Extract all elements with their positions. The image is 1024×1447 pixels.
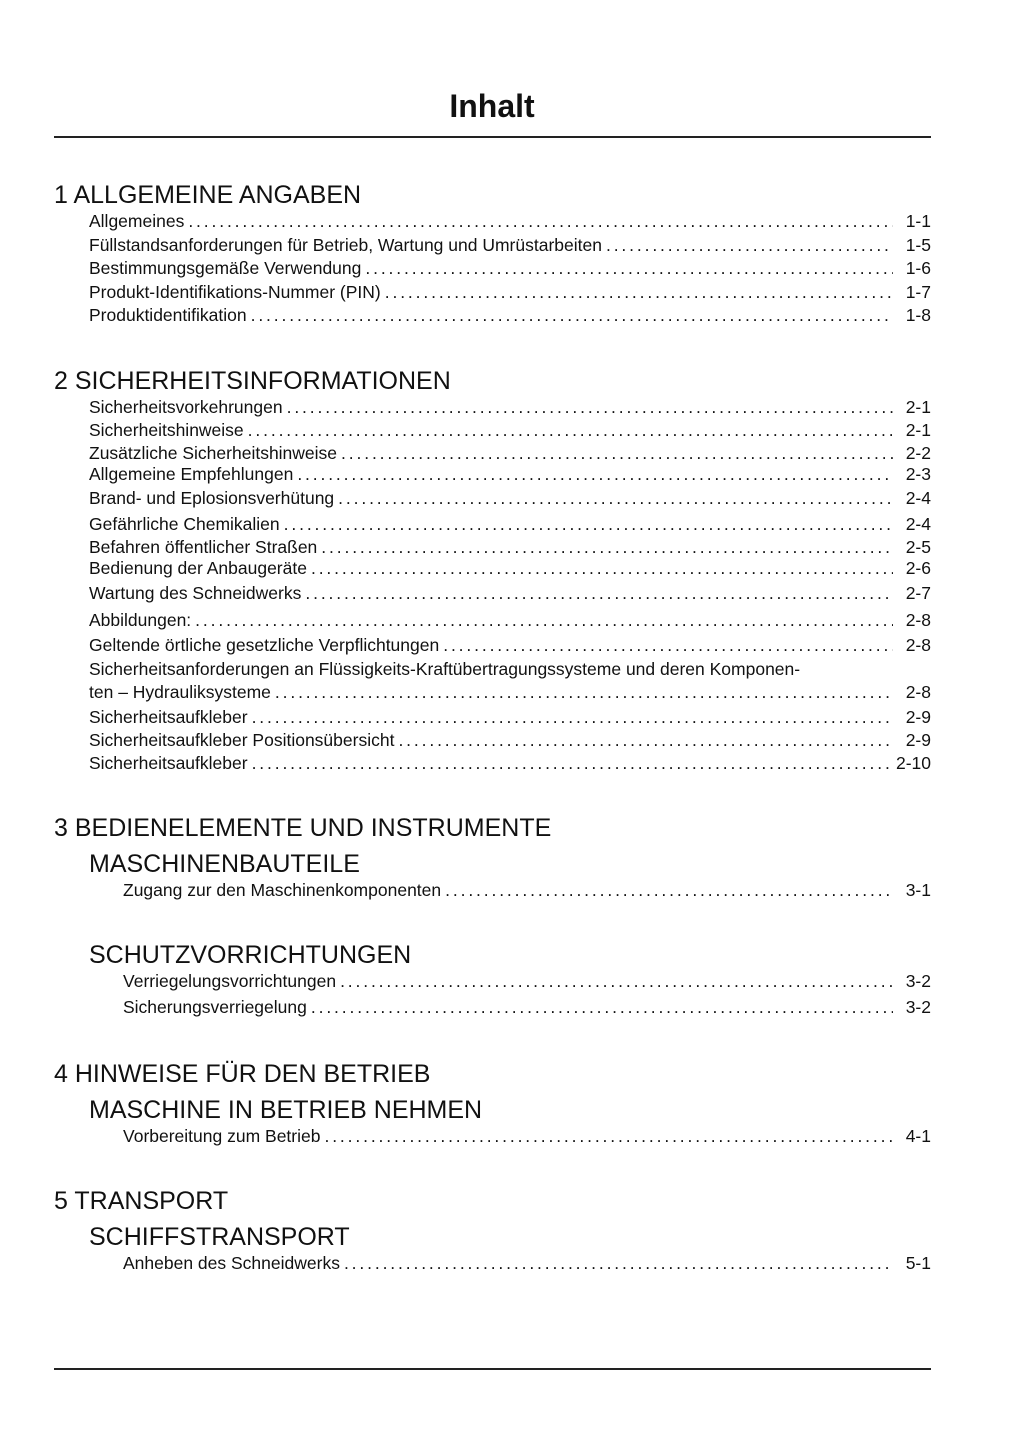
bottom-divider	[54, 1368, 931, 1370]
page-title: Inhalt	[449, 88, 535, 124]
toc-entry[interactable]	[89, 730, 931, 751]
dot-leader	[340, 970, 893, 994]
dot-leader	[287, 396, 893, 420]
toc-entry[interactable]	[89, 512, 931, 537]
toc-entry-page: 1-8	[905, 305, 931, 325]
section-heading[interactable]: SCHUTZVORRICHTUNGEN	[89, 941, 412, 969]
dot-leader	[443, 633, 893, 658]
toc-entry-page: 2-8	[905, 682, 931, 702]
dot-leader	[338, 485, 893, 512]
toc-entry-title: Geltende örtliche gesetzliche Verpflichtungen	[89, 634, 440, 655]
toc-entry[interactable]	[89, 281, 931, 305]
toc-entry-title-cont: ten – Hydrauliksysteme	[89, 682, 271, 702]
toc-entry-title: Gefährliche Chemikalien	[89, 513, 280, 534]
chapter-4	[54, 1059, 931, 1149]
chapter-heading[interactable]: 3 BEDIENELEMENTE UND INSTRUMENTE	[54, 813, 552, 842]
dot-leader	[606, 234, 893, 258]
toc-entry-page: 2-9	[905, 729, 931, 750]
toc-entry[interactable]	[89, 751, 931, 775]
toc-entry[interactable]	[89, 579, 931, 607]
toc-entry[interactable]	[89, 537, 931, 558]
section-heading[interactable]: MASCHINENBAUTEILE	[89, 849, 360, 878]
toc-entry[interactable]	[89, 464, 931, 485]
dot-leader	[341, 443, 893, 464]
dot-leader	[365, 257, 893, 281]
toc-entry-page: 1-7	[905, 281, 931, 302]
toc-entry-page: 2-7	[905, 582, 931, 603]
dot-leader	[275, 681, 893, 705]
dot-leader	[188, 210, 893, 234]
toc-entry-page: 2-1	[905, 396, 931, 417]
toc-entry-page: 3-2	[905, 996, 931, 1017]
toc-entry-title: Bedienung der Anbaugeräte	[89, 557, 307, 578]
chapter-3	[54, 813, 931, 1021]
chapter-heading[interactable]: 4 HINWEISE FÜR DEN BETRIEB	[54, 1059, 431, 1088]
dot-leader	[252, 751, 890, 775]
toc-entry-page: 2-6	[905, 557, 931, 578]
toc-entry-title: Produktidentifikation	[89, 305, 247, 325]
dot-leader	[321, 537, 893, 558]
toc-entry-title: Bestimmungsgemäße Verwendung	[89, 258, 362, 278]
chapter-1	[54, 180, 931, 328]
toc-entry[interactable]	[89, 607, 931, 633]
dot-leader	[251, 304, 893, 328]
toc-entry-page: 3-2	[905, 971, 931, 991]
dot-leader	[252, 705, 893, 730]
toc-entry-title: Sicherheitsaufkleber	[89, 706, 248, 727]
toc-entry-title: Sicherheitsaufkleber	[89, 752, 248, 773]
toc-entry[interactable]	[89, 210, 931, 234]
toc-entry[interactable]	[123, 970, 931, 994]
dot-leader	[248, 419, 893, 443]
dot-leader	[445, 879, 893, 903]
dot-leader	[385, 281, 893, 305]
dot-leader	[398, 730, 893, 751]
toc-entry-page: 2-5	[905, 536, 931, 557]
toc-entry-title: Sicherungsverriegelung	[123, 996, 307, 1017]
toc-entry-page: 2-1	[905, 420, 931, 440]
dot-leader	[305, 579, 893, 607]
chapter-2	[54, 366, 931, 775]
dot-leader	[297, 464, 893, 485]
toc-entry-page: 4-1	[905, 1125, 931, 1146]
toc-entry-title: Verriegelungsvorrichtungen	[123, 971, 337, 991]
toc-entry[interactable]	[89, 419, 931, 443]
toc-entry[interactable]	[89, 558, 931, 579]
toc-entry[interactable]	[89, 633, 931, 658]
toc-entry-page: 1-6	[905, 258, 931, 278]
dot-leader	[324, 1125, 893, 1149]
toc-entry[interactable]	[89, 257, 931, 281]
toc-entry-title: Befahren öffentlicher Straßen	[89, 536, 318, 557]
toc-entry-page: 2-3	[905, 463, 931, 484]
toc-entry-page: 1-5	[905, 234, 931, 255]
toc-entry-page: 2-10	[895, 752, 931, 773]
dot-leader	[311, 558, 893, 579]
table-of-contents	[54, 180, 931, 1276]
dot-leader	[311, 994, 893, 1021]
toc-entry-page: 2-4	[905, 513, 931, 534]
toc-entry-page: 3-1	[905, 879, 931, 900]
toc-entry[interactable]	[89, 443, 931, 464]
section-heading[interactable]: SCHIFFSTRANSPORT	[89, 1223, 350, 1251]
toc-entry[interactable]	[123, 1252, 931, 1276]
dot-leader	[344, 1252, 893, 1276]
toc-entry-page: 2-8	[905, 634, 931, 655]
toc-entry-page: 2-4	[905, 487, 931, 508]
chapter-heading[interactable]: 2 SICHERHEITSINFORMATIONEN	[54, 366, 451, 395]
toc-entry-title: Sicherheitshinweise	[89, 420, 244, 440]
toc-entry-title: Füllstandsanforderungen für Betrieb, Wartung und Umrüstarbeiten	[89, 234, 602, 255]
toc-entry-title: Allgemeines	[89, 211, 185, 231]
toc-entry-title: Sicherheitsaufkleber Positionsübersicht	[89, 729, 395, 750]
toc-entry-title: Allgemeine Empfehlungen	[89, 463, 294, 484]
toc-entry-title: Sicherheitsvorkehrungen	[89, 396, 283, 417]
toc-entry-page: 2-8	[905, 609, 931, 630]
toc-entry-title: Abbildungen:	[89, 609, 192, 630]
toc-entry-page: 5-1	[905, 1253, 931, 1273]
section-heading[interactable]: MASCHINE IN BETRIEB NEHMEN	[89, 1095, 483, 1124]
toc-entry-continuation	[89, 681, 931, 705]
dot-leader	[195, 607, 893, 633]
toc-entry-title: Sicherheitsanforderungen an Flüssigkeits-Kraftübertragungssysteme und deren Komponen-	[89, 658, 801, 679]
toc-entry[interactable]	[89, 396, 931, 420]
toc-entry[interactable]	[123, 879, 931, 903]
toc-entry[interactable]	[89, 705, 931, 730]
dot-leader	[284, 512, 893, 537]
top-divider	[54, 136, 931, 138]
chapter-heading[interactable]: 1 ALLGEMEINE ANGABEN	[54, 181, 362, 209]
toc-entry-page: 2-9	[905, 706, 931, 727]
toc-entry-title: Vorbereitung zum Betrieb	[123, 1125, 321, 1146]
toc-entry-page: 1-1	[905, 211, 931, 231]
toc-entry-title: Produkt-Identifikations-Nummer (PIN)	[89, 281, 381, 302]
chapter-5	[54, 1186, 931, 1276]
toc-entry-wrapped[interactable]	[89, 658, 931, 705]
toc-entry[interactable]	[89, 234, 931, 258]
toc-entry-title: Zugang zur den Maschinenkomponenten	[123, 879, 442, 900]
toc-entry[interactable]	[89, 485, 931, 512]
toc-entry[interactable]	[89, 304, 931, 328]
toc-entry-title: Wartung des Schneidwerks	[89, 582, 302, 603]
toc-entry[interactable]	[123, 994, 931, 1021]
toc-entry-title: Brand- und Eplosionsverhütung	[89, 487, 335, 508]
chapter-heading[interactable]: 5 TRANSPORT	[54, 1187, 229, 1215]
toc-entry-title: Anheben des Schneidwerks	[123, 1253, 340, 1273]
toc-entry[interactable]	[123, 1125, 931, 1149]
toc-entry-title: Zusätzliche Sicherheitshinweise	[89, 442, 338, 463]
toc-entry-page: 2-2	[905, 442, 931, 463]
